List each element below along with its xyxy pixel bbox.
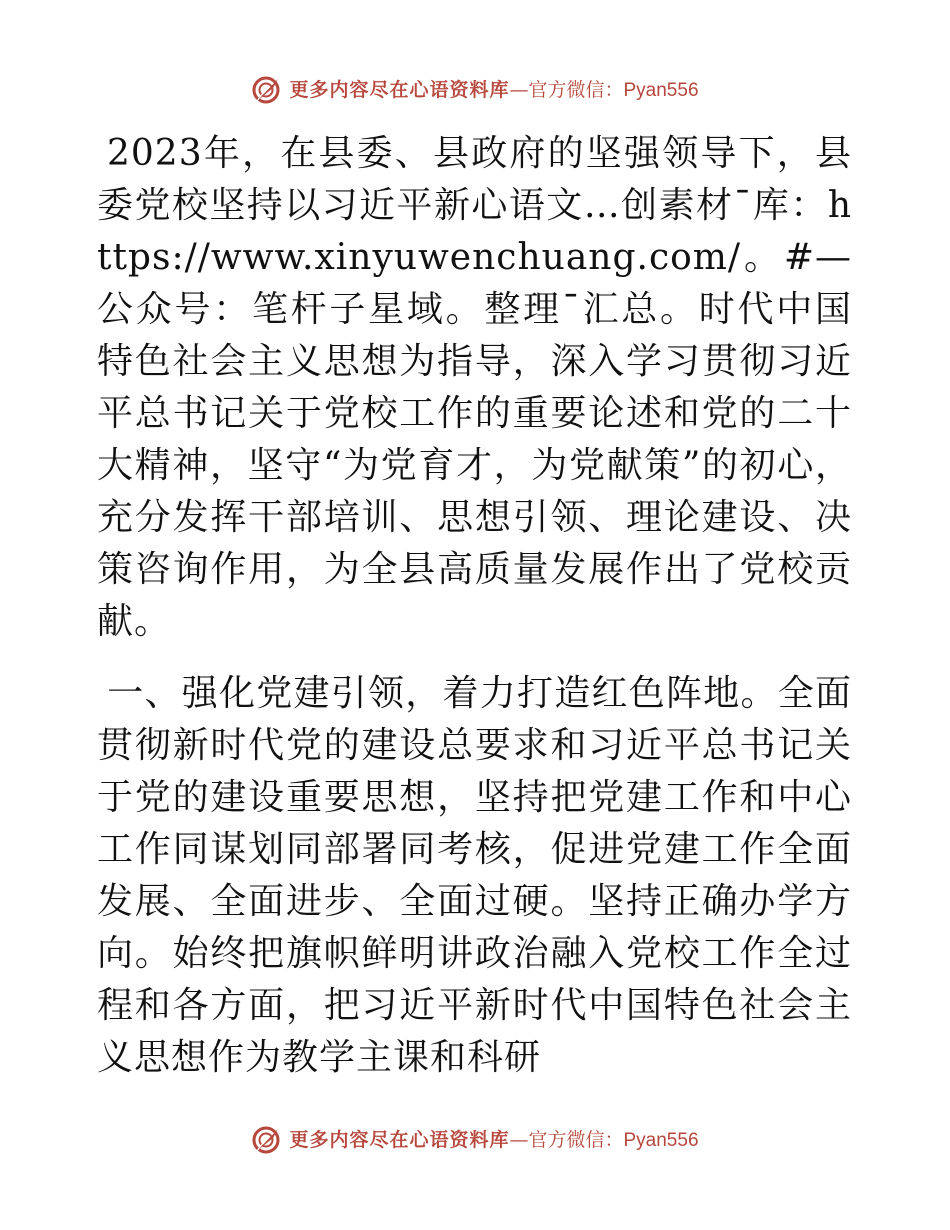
watermark-wechat-id: Pyan556 [623, 79, 699, 101]
quill-logo-icon [251, 75, 281, 105]
paragraph-intro-text: 2023年，在县委、县政府的坚强领导下，县委党校坚持以习近平新心语文…创素材¯库：https://www.xinyuwenchuang.com/。#—公众号：笔杆子星域。整理¯汇总。时代中国特色社会主义思想为指导，深入学习贯彻习近平总书记关于党校工作的重要论述和党的二十大精神，坚守“为党育才，为党献策”的初心，充分发挥干部培训、思想引领、理论建设、决策咨询作用，为全县高质量发展作出了党校贡献。 [97, 133, 852, 642]
watermark-separator: — [509, 1128, 529, 1151]
quill-logo-icon [251, 1125, 281, 1155]
paragraph-intro [97, 128, 852, 648]
paragraph-section-one-text: 一、强化党建引领，着力打造红色阵地。全面贯彻新时代党的建设总要求和习近平总书记关于党的建设重要思想，坚持把党建工作和中心工作同谋划同部署同考核，促进党建工作全面发展、全面进步、全面过硬。坚持正确办学方向。始终把旗帜鲜明讲政治融入党校工作全过程和各方面，把习近平新时代中国特色社会主义思想作为教学主课和科研 [97, 673, 852, 1078]
header-watermark [0, 70, 950, 110]
watermark-main-text: 更多内容尽在心语资料库 [289, 1128, 510, 1151]
watermark-contact-label: 官方微信： [528, 78, 624, 101]
watermark-text [289, 78, 698, 103]
paragraph-section-one [97, 668, 852, 1084]
watermark-separator: — [509, 78, 529, 101]
watermark-text [289, 1128, 698, 1153]
watermark-wechat-id: Pyan556 [623, 1129, 699, 1151]
watermark-contact-label: 官方微信： [528, 1128, 624, 1151]
document-body [97, 128, 852, 1084]
watermark-main-text: 更多内容尽在心语资料库 [289, 78, 510, 101]
footer-watermark [0, 1120, 950, 1160]
